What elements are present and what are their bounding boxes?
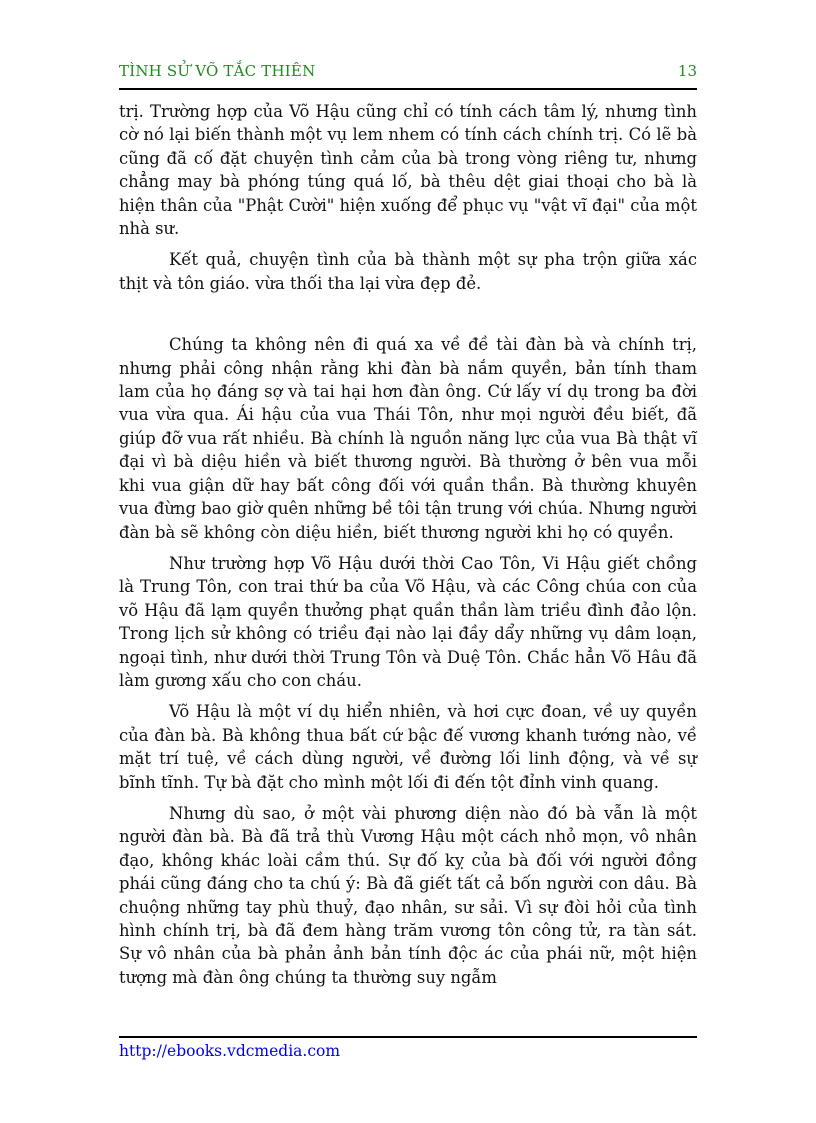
header-divider — [119, 88, 697, 90]
paragraph: Kết quả, chuyện tình của bà thành một sự pha trộn giữa xác thịt và tôn giáo. vừa thối tha lại vừa đẹp đẻ. — [119, 250, 697, 293]
paragraph-continuation: trị. Trường hợp của Võ Hậu cũng chỉ có tính cách tâm lý, nhưng tình cờ nó lại biến thành một vụ lem nhem có tính cách chính trị. Có lẽ bà cũng đã cố đặt chuyện tình cảm của bà trong vòng riêng tư, nhưng chẳng may bà phóng túng quá lố, bà thêu dệt giai thoại cho bà là hiện thân của "Phật Cười" hiện xuống để phục vụ "vật vĩ đại" của một nhà sư. — [119, 102, 697, 239]
page-number: 13 — [677, 62, 697, 80]
footer-website-link[interactable]: http://ebooks.vdcmedia.com — [119, 1042, 341, 1060]
body-text — [119, 100, 697, 997]
paragraph: Võ Hậu là một ví dụ hiển nhiên, và hơi cực đoan, về uy quyền của đàn bà. Bà không thua bất cứ bậc đế vương khanh tướng nào, về mặt trí tuệ, về cách dùng người, về đường lối linh động, và về sự bĩnh tĩnh. Tự bà đặt cho mình một lối đi đến tột đỉnh vinh quang. — [119, 702, 697, 792]
paragraph: Chúng ta không nên đi quá xa về đề tài đàn bà và chính trị, nhưng phải công nhận rằng khi đàn bà nắm quyền, bản tính tham lam của họ đáng sợ và tai hại hơn đàn ông. Cứ lấy ví dụ trong ba đời vua vừa qua. Ái hậu của vua Thái Tôn, như mọi người đều biết, đã giúp đỡ vua rất nhiều. Bà chính là nguồn năng lực của vua Bà thật vĩ đại vì bà diệu hiền và biết thương người. Bà thường ở bên vua mỗi khi vua giận dữ hay bất công đối với quần thần. Bà thường khuyên vua đừng bao giờ quên những bề tôi tận trung với chúa. Nhưng người đàn bà sẽ không còn diệu hiền, biết thương người khi họ có quyền. — [119, 335, 697, 542]
footer-divider — [119, 1036, 697, 1038]
running-header — [119, 60, 697, 86]
book-title: TÌNH SỬ VÕ TẮC THIÊN — [119, 62, 316, 80]
paragraph: Như trường hợp Võ Hậu dưới thời Cao Tôn, Vi Hậu giết chồng là Trung Tôn, con trai thứ ba của Võ Hậu, và các Công chúa con của võ Hậu đã lạm quyền thưởng phạt quần thần làm triều đình đảo lộn. Trong lịch sử không có triều đại nào lại đầy dẩy những vụ dâm loạn, ngoại tình, như dưới thời Trung Tôn và Duệ Tôn. Chắc hẳn Võ Hâu đã làm gương xấu cho con cháu. — [119, 553, 697, 690]
paragraph: Nhưng dù sao, ở một vài phương diện nào đó bà vẫn là một người đàn bà. Bà đã trả thù Vương Hậu một cách nhỏ mọn, vô nhân đạo, không khác loài cầm thú. Sự đố kỵ của bà đối với người đồng phái cũng đáng cho ta chú ý: Bà đã giết tất cả bốn người con dâu. Bà chuộng những tay phù thuỷ, đạo nhân, sư sải. Vì sự đòi hỏi của tình hình chính trị, bà đã đem hàng trăm vương tôn công tử, ra tàn sát. Sự vô nhân của bà phản ảnh bản tính độc ác của phái nữ, một hiện tượng mà đàn ông chúng ta thường suy ngẫm — [119, 803, 697, 987]
